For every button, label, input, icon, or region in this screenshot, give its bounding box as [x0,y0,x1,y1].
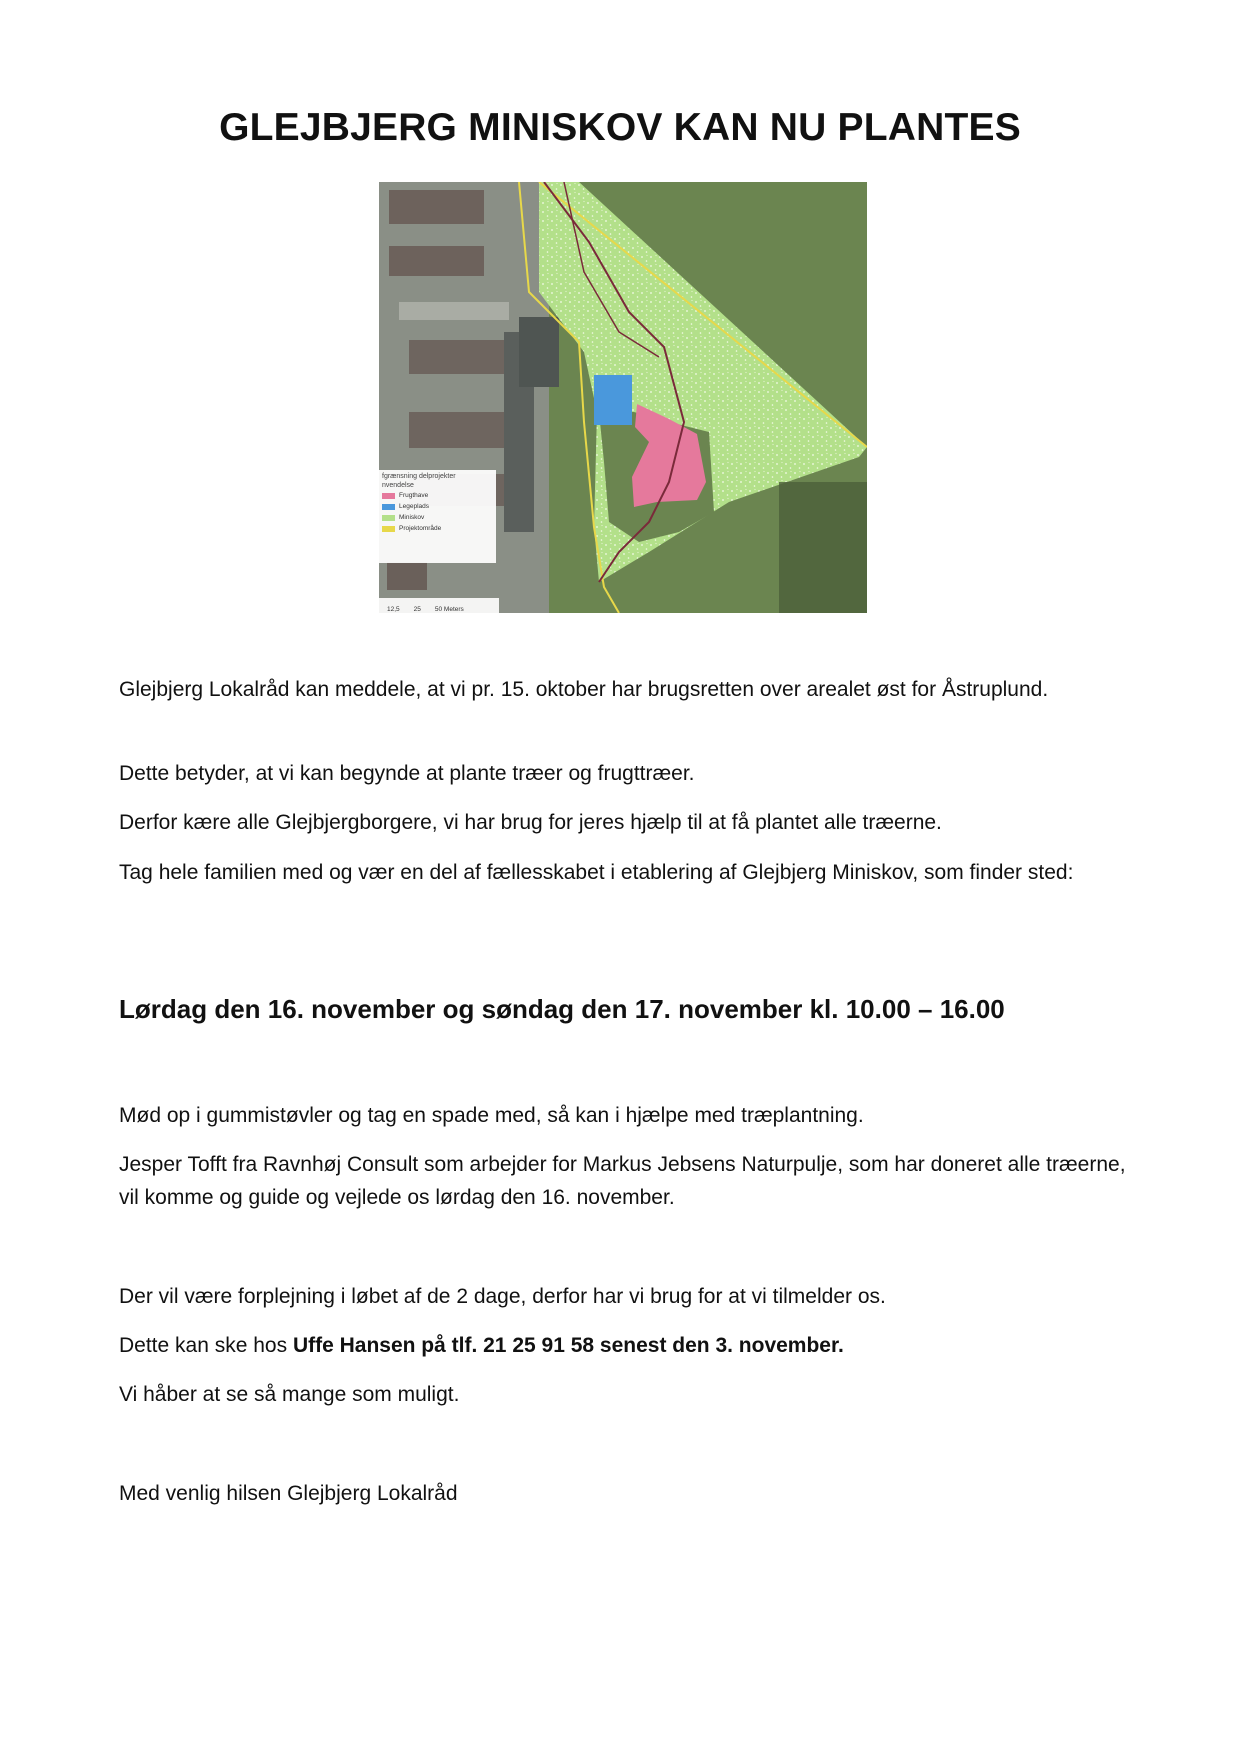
closing-signature: Med venlig hilsen Glejbjerg Lokalråd [119,1482,458,1505]
legend-item-frugthave [382,490,493,501]
legend-title-line-1: fgrænsning delprojekter [382,473,456,480]
signup-prefix: Dette kan ske hos [119,1334,293,1357]
map-legeplads-area [594,375,632,425]
map-legend [379,470,496,563]
legend-item-legeplads [382,501,493,512]
map-scale-bar [379,598,499,613]
legend-item-miniskov [382,512,493,523]
legend-label-miniskov: Miniskov [399,514,425,521]
legend-swatch-frugthave [382,493,395,499]
legend-swatch-projektomraade [382,526,395,532]
signup-contact: Uffe Hansen på tlf. 21 25 91 58 senest den 3. november. [292,1334,844,1357]
legend-label-legeplads: Legeplads [399,503,429,510]
scale-label-3: 50 Meters [434,606,464,613]
paragraph-bring-boots: Mød op i gummistøvler og tag en spade med, så kan i hjælpe med træplantning. [119,1104,864,1127]
paragraph-invitation: Tag hele familien med og vær en del af fællesskabet i etablering af Glejbjerg Miniskov, som finder sted: [119,861,1074,884]
scale-label-1: 12,5 [387,606,400,613]
paragraph-catering: Der vil være forplejning i løbet af de 2 dage, derfor har vi brug for at vi tilmelder os. [119,1285,886,1308]
legend-label-projektomraade: Projektområde [399,525,442,532]
scale-label-2: 25 [413,606,421,613]
paragraph-call-for-help: Derfor kære alle Glejbjergborgere, vi har brug for jeres hjælp til at få plantet alle træerne. [119,811,942,834]
legend-title-line-2: nvendelse [382,482,414,489]
paragraph-signup [119,1329,1129,1362]
legend-swatch-miniskov [382,515,395,521]
paragraph-hope: Vi håber at se så mange som muligt. [119,1383,460,1406]
paragraph-guide-info: Jesper Tofft fra Ravnhøj Consult som arbejder for Markus Jebsens Naturpulje, som har doneret alle træerne, vil komme og guide og vejlede os lørdag den 16. november. [119,1153,1126,1209]
page-title: GLEJBJERG MINISKOV KAN NU PLANTES [219,106,1021,149]
paragraph-meaning: Dette betyder, at vi kan begynde at plante træer og frugttræer. [119,762,695,785]
paragraph-announcement: Glejbjerg Lokalråd kan meddele, at vi pr. 15. oktober har brugsretten over arealet øst for Åstruplund. [119,678,1049,701]
legend-label-frugthave: Frugthave [399,492,429,499]
event-date-heading: Lørdag den 16. november og søndag den 17. november kl. 10.00 – 16.00 [119,994,1005,1024]
legend-item-projektomraade [382,523,493,534]
legend-swatch-legeplads [382,504,395,510]
